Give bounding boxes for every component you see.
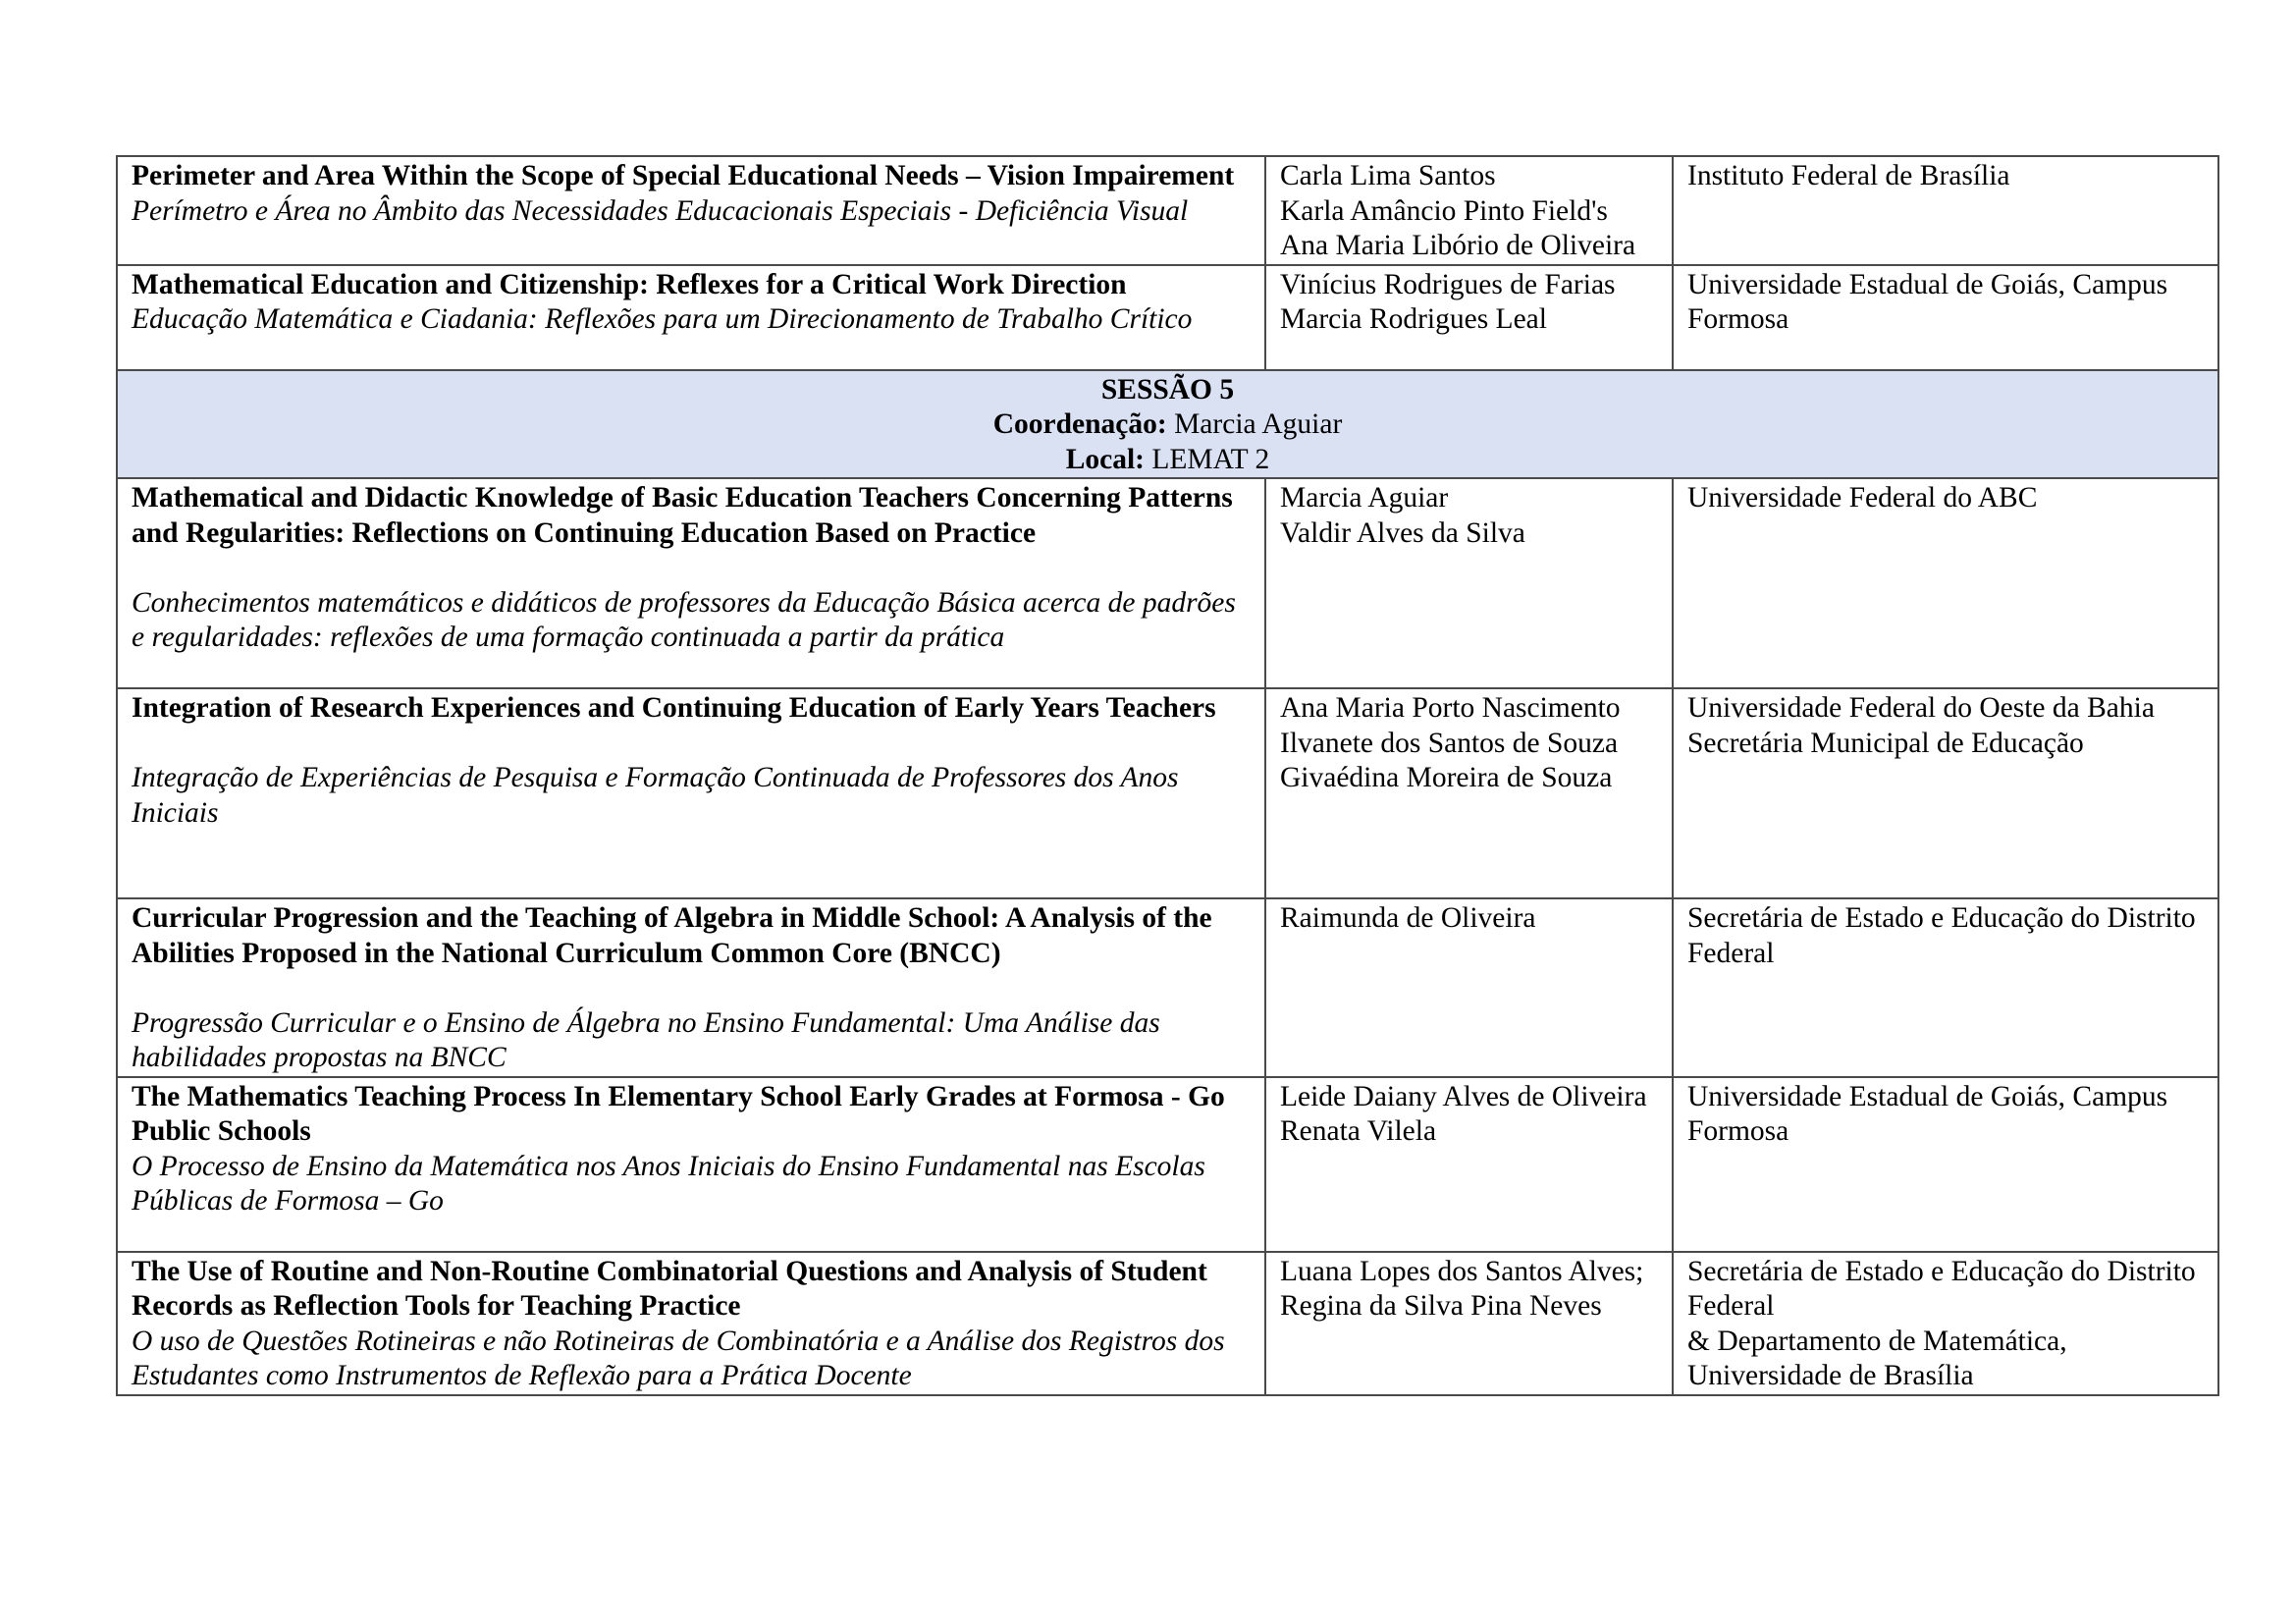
spacer bbox=[132, 727, 1251, 762]
author-name: Marcia Rodrigues Leal bbox=[1280, 303, 1547, 335]
title-cell bbox=[117, 478, 1265, 688]
title-english: Perimeter and Area Within the Scope of Special Educational Needs – Vision Impairement bbox=[132, 160, 1235, 191]
title-english: Mathematical and Didactic Knowledge of Basic Education Teachers Concerning Patterns and Regularities: Reflections on Continuing Education Based on Practice bbox=[132, 482, 1233, 549]
institution-name: Universidade Federal do ABC bbox=[1687, 482, 2038, 514]
title-cell bbox=[117, 1077, 1265, 1252]
title-cell bbox=[117, 688, 1265, 898]
author-name: Renata Vilela bbox=[1280, 1115, 1437, 1147]
author-name: Ana Maria Libório de Oliveira bbox=[1280, 230, 1636, 261]
coordination-value: Marcia Aguiar bbox=[1166, 408, 1343, 440]
table-row bbox=[117, 478, 2218, 688]
table-row bbox=[117, 265, 2218, 370]
institution-cell bbox=[1673, 1077, 2218, 1252]
location-value: LEMAT 2 bbox=[1145, 443, 1270, 475]
table-row bbox=[117, 688, 2218, 898]
title-english: Integration of Research Experiences and Continuing Education of Early Years Teachers bbox=[132, 692, 1216, 724]
institution-cell bbox=[1673, 898, 2218, 1077]
institution-name: Secretária de Estado e Educação do Distrito Federal bbox=[1687, 902, 2196, 969]
authors-cell bbox=[1265, 478, 1673, 688]
document-page bbox=[116, 155, 2217, 1396]
authors-cell bbox=[1265, 265, 1673, 370]
title-cell bbox=[117, 265, 1265, 370]
authors-cell bbox=[1265, 1252, 1673, 1395]
title-portuguese: Educação Matemática e Ciadania: Reflexões para um Direcionamento de Trabalho Crítico bbox=[132, 303, 1193, 335]
authors-cell bbox=[1265, 1077, 1673, 1252]
author-name: Carla Lima Santos bbox=[1280, 160, 1496, 191]
coordination-label: Coordenação: bbox=[992, 408, 1167, 440]
author-name: Ana Maria Porto Nascimento bbox=[1280, 692, 1621, 724]
title-portuguese: Progressão Curricular e o Ensino de Álgebra no Ensino Fundamental: Uma Análise das habilidades propostas na BNCC bbox=[132, 1006, 1160, 1073]
title-cell bbox=[117, 898, 1265, 1077]
author-name: Ilvanete dos Santos de Souza bbox=[1280, 727, 1619, 759]
table-row bbox=[117, 1252, 2218, 1395]
author-name: Luana Lopes dos Santos Alves; bbox=[1280, 1255, 1644, 1287]
institution-cell bbox=[1673, 265, 2218, 370]
author-name: Regina da Silva Pina Neves bbox=[1280, 1290, 1602, 1322]
author-name: Givaédina Moreira de Souza bbox=[1280, 762, 1613, 793]
table-row bbox=[117, 1077, 2218, 1252]
author-name: Vinícius Rodrigues de Farias bbox=[1280, 268, 1616, 300]
session-header-row bbox=[117, 370, 2218, 479]
institution-name: & Departamento de Matemática, Universidade de Brasília bbox=[1687, 1325, 2067, 1391]
session-coordination bbox=[132, 407, 2204, 443]
authors-cell bbox=[1265, 688, 1673, 898]
title-portuguese: O Processo de Ensino da Matemática nos Anos Iniciais do Ensino Fundamental nas Escolas Públicas de Formosa – Go bbox=[132, 1150, 1205, 1217]
title-portuguese: Perímetro e Área no Âmbito das Necessidades Educacionais Especiais - Deficiência Visual bbox=[132, 194, 1189, 227]
table-row bbox=[117, 898, 2218, 1077]
institution-name: Universidade Federal do Oeste da Bahia bbox=[1687, 692, 2155, 724]
spacer bbox=[132, 971, 1251, 1006]
institution-name: Secretária de Estado e Educação do Distrito Federal bbox=[1687, 1255, 2196, 1322]
institution-cell bbox=[1673, 478, 2218, 688]
authors-cell bbox=[1265, 156, 1673, 265]
author-name: Leide Daiany Alves de Oliveira bbox=[1280, 1080, 1647, 1112]
author-name: Raimunda de Oliveira bbox=[1280, 902, 1536, 934]
session-header-cell bbox=[117, 370, 2218, 479]
author-name: Valdir Alves da Silva bbox=[1280, 516, 1525, 549]
title-english: Mathematical Education and Citizenship: Reflexes for a Critical Work Direction bbox=[132, 268, 1127, 300]
title-english: Curricular Progression and the Teaching of Algebra in Middle School: A Analysis of the Abilities Proposed in the National Curriculum Common Core (BNCC) bbox=[132, 902, 1212, 969]
location-label: Local: bbox=[1065, 443, 1145, 475]
session-title: SESSÃO 5 bbox=[1100, 373, 1235, 406]
session-location bbox=[132, 443, 2204, 478]
institution-cell bbox=[1673, 1252, 2218, 1395]
title-english: The Use of Routine and Non-Routine Combinatorial Questions and Analysis of Student Records as Reflection Tools for Teaching Practice bbox=[132, 1255, 1207, 1322]
institution-cell bbox=[1673, 688, 2218, 898]
institution-cell bbox=[1673, 156, 2218, 265]
author-name: Karla Amâncio Pinto Field's bbox=[1280, 194, 1608, 227]
institution-name: Universidade Estadual de Goiás, Campus Formosa bbox=[1687, 268, 2168, 335]
spacer bbox=[132, 551, 1251, 586]
title-portuguese: O uso de Questões Rotineiras e não Rotineiras de Combinatória e a Análise dos Registros dos Estudantes como Instrumentos de Reflexão para a Prática Docente bbox=[132, 1325, 1225, 1391]
institution-name: Universidade Estadual de Goiás, Campus Formosa bbox=[1687, 1080, 2168, 1147]
institution-name: Instituto Federal de Brasília bbox=[1687, 160, 2010, 191]
title-english: The Mathematics Teaching Process In Elementary School Early Grades at Formosa - Go Public Schools bbox=[132, 1080, 1225, 1147]
table-row bbox=[117, 156, 2218, 265]
title-cell bbox=[117, 156, 1265, 265]
institution-name: Secretária Municipal de Educação bbox=[1687, 727, 2084, 759]
title-cell bbox=[117, 1252, 1265, 1395]
authors-cell bbox=[1265, 898, 1673, 1077]
schedule-table bbox=[116, 155, 2219, 1396]
title-portuguese: Integração de Experiências de Pesquisa e Formação Continuada de Professores dos Anos Iniciais bbox=[132, 762, 1179, 829]
title-portuguese: Conhecimentos matemáticos e didáticos de professores da Educação Básica acerca de padrões e regularidades: reflexões de uma formação continuada a partir da prática bbox=[132, 586, 1236, 653]
author-name: Marcia Aguiar bbox=[1280, 482, 1449, 514]
